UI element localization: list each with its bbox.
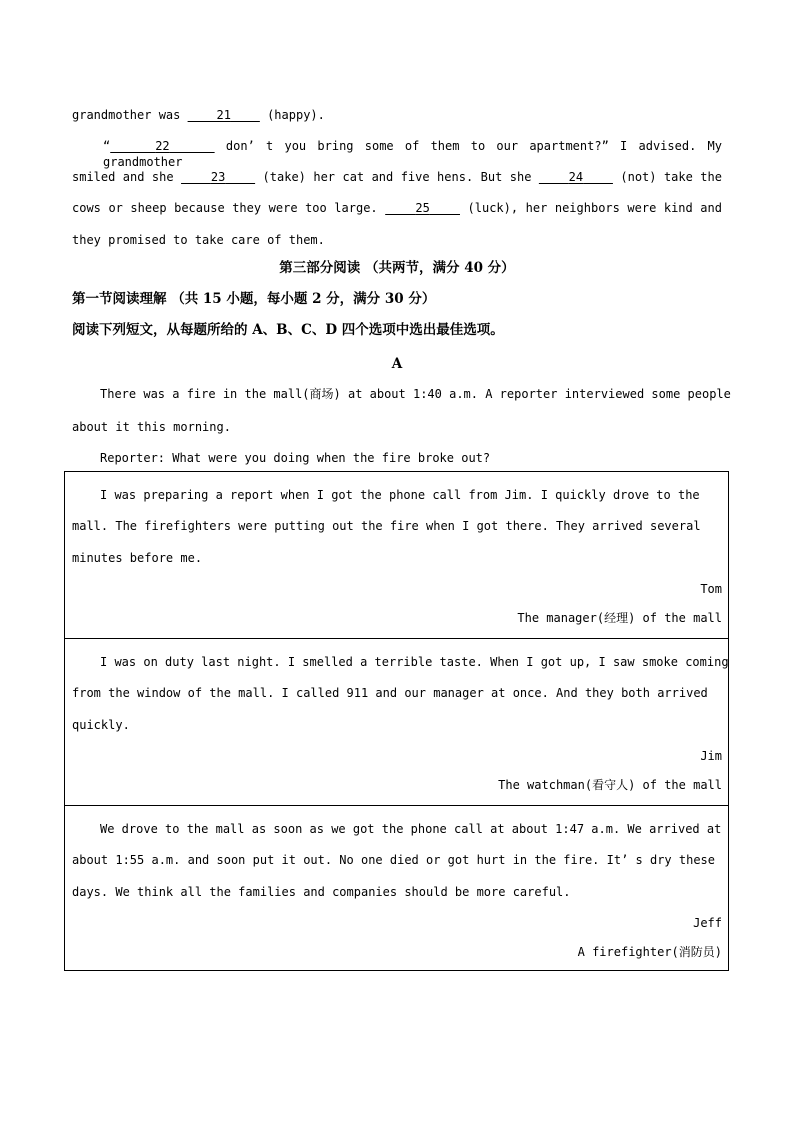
answer-2-role: The watchman(看守人) of the mall <box>498 778 722 792</box>
blank-25 <box>385 201 460 215</box>
cloze-line-3 <box>72 169 722 185</box>
answer-1-line-2: mall. The firefighters were putting out the fire when I got there. They arrived several <box>72 519 701 533</box>
answer-1-name: Tom <box>700 582 722 596</box>
answer-1-line-3: minutes before me. <box>72 551 203 565</box>
cloze-line-2 <box>103 138 722 170</box>
answer-3-role: A firefighter(消防员) <box>577 945 722 959</box>
answer-2-line-3: quickly. <box>72 718 130 732</box>
cloze-text: don’ t you bring some of them to our apartment?” I advised. My grandmother <box>103 139 722 169</box>
row-divider <box>65 805 728 806</box>
cloze-line-5: they promised to take care of them. <box>72 233 325 247</box>
cloze-line-1 <box>72 107 325 123</box>
passage-intro-line-1: There was a fire in the mall(商场) at about 1:40 a.m. A reporter interviewed some people <box>100 387 731 401</box>
cloze-text: smiled and she <box>72 170 182 184</box>
cloze-text: cows or sheep because they were too large. <box>72 201 386 215</box>
blank-number: 24 <box>568 170 584 184</box>
cloze-text: grandmother was <box>72 108 188 122</box>
blank-number: 21 <box>216 108 231 122</box>
subsection-title: 第一节阅读理解 （共 15 小题，每小题 2 分，满分 30 分） <box>72 291 436 307</box>
answer-3-line-2: about 1:55 a.m. and soon put it out. No one died or got hurt in the fire. It’ s dry these <box>72 853 715 867</box>
answer-1-line-1: I was preparing a report when I got the phone call from Jim. I quickly drove to the <box>100 488 700 502</box>
answer-3-line-1: We drove to the mall as soon as we got the phone call at about 1:47 a.m. We arrived at <box>100 822 722 836</box>
blank-24 <box>539 170 613 184</box>
answer-3-line-3: days. We think all the families and companies should be more careful. <box>72 885 571 899</box>
cloze-text: “ <box>103 139 111 153</box>
row-divider <box>65 638 728 639</box>
part-title: 第三部分阅读 （共两节，满分 40 分） <box>279 260 515 276</box>
blank-number: 25 <box>415 201 430 215</box>
answer-1-role: The manager(经理) of the mall <box>517 611 722 625</box>
blank-22 <box>110 139 214 153</box>
cloze-line-4 <box>72 200 722 216</box>
passage-intro-line-2: about it this morning. <box>72 420 231 434</box>
answer-2-line-2: from the window of the mall. I called 911 and our manager at once. And they both arrived <box>72 686 708 700</box>
answer-2-name: Jim <box>700 749 722 763</box>
cloze-text: (not) take the <box>620 170 722 184</box>
answer-3-name: Jeff <box>693 916 722 930</box>
answer-2-line-1: I was on duty last night. I smelled a terrible taste. When I got up, I saw smoke coming <box>100 655 729 669</box>
cloze-text: (luck), her neighbors were kind and <box>467 201 722 215</box>
cloze-text: (take) her cat and five hens. But she <box>262 170 539 184</box>
passage-label: A <box>391 356 403 372</box>
instruction: 阅读下列短文，从每题所给的 A、B、C、D 四个选项中选出最佳选项。 <box>72 322 504 338</box>
blank-number: 22 <box>155 139 170 153</box>
blank-23 <box>181 170 255 184</box>
cloze-text: (happy). <box>259 108 325 122</box>
blank-number: 23 <box>210 170 226 184</box>
blank-21 <box>188 108 260 122</box>
reporter-question: Reporter: What were you doing when the fire broke out? <box>100 451 491 465</box>
